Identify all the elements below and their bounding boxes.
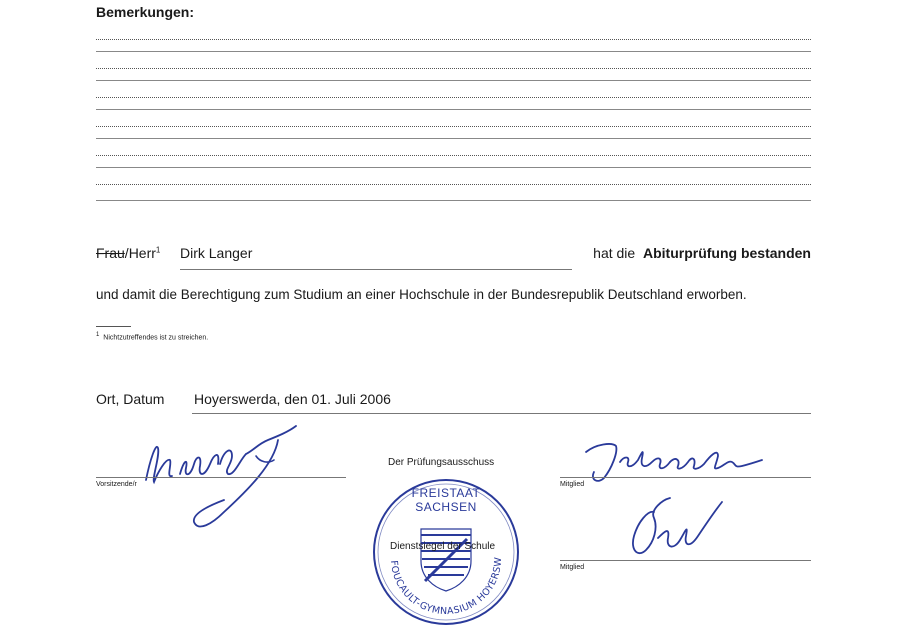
remarks-solid-line (96, 109, 811, 110)
candidate-row (96, 245, 811, 271)
result-prefix: hat die (593, 245, 636, 261)
member1-signature (572, 438, 772, 488)
chair-label: Vorsitzende/r (96, 481, 137, 488)
remarks-solid-line (96, 80, 811, 81)
remarks-dotted-line (96, 126, 811, 127)
seal-title-line2: SACHSEN (415, 500, 477, 514)
remarks-dotted-line (96, 155, 811, 156)
place-date-row (96, 391, 811, 415)
salutation (96, 245, 160, 261)
remarks-solid-line (96, 200, 811, 201)
candidate-name: Dirk Langer (180, 245, 253, 261)
member2-signature (618, 492, 728, 564)
footnote-rule (96, 326, 131, 327)
member2-label: Mitglied (560, 564, 585, 571)
member1-signature-line (560, 477, 811, 478)
remarks-solid-line (96, 167, 811, 168)
remarks-dotted-line (96, 184, 811, 185)
remarks-dotted-line (96, 39, 811, 40)
footnote-marker: 1 (155, 245, 161, 255)
remarks-solid-line (96, 138, 811, 139)
footnote-text: Nichtzutreffendes ist zu streichen. (103, 334, 209, 342)
chair-signature (128, 420, 328, 540)
chair-signature-line (96, 477, 346, 478)
candidate-name-field (180, 245, 572, 270)
place-date-value: Hoyerswerda, den 01. Juli 2006 (194, 391, 391, 407)
official-seal (371, 477, 521, 627)
place-date-label: Ort, Datum (96, 391, 165, 407)
result-bold: Abiturprüfung bestanden (643, 245, 811, 261)
saxony-coat-of-arms (421, 529, 471, 591)
salutation-selected: Herr (128, 245, 156, 261)
remarks-dotted-line (96, 68, 811, 69)
committee-label: Der Prüfungsausschuss (388, 457, 495, 468)
seal-ring-text: FOUCAULT-GYMNASIUM HOYERSW (387, 556, 505, 618)
remarks-heading: Bemerkungen: (96, 4, 195, 20)
member2-signature-line (560, 560, 811, 561)
member1-label: Mitglied (560, 481, 585, 488)
salutation-struck: Frau (96, 245, 125, 261)
entitlement-text: und damit die Berechtigung zum Studium an einer Hochschule in der Bundesrepublik Deutschland erworben. (96, 287, 747, 302)
place-date-field (192, 391, 811, 414)
footnote (96, 332, 208, 341)
remarks-dotted-line (96, 97, 811, 98)
exam-result (593, 245, 811, 261)
seal-caption: Dienstsiegel der Schule (390, 541, 496, 552)
remarks-solid-line (96, 51, 811, 52)
salutation-separator: / (124, 245, 129, 261)
footnote-number: 1 (96, 332, 100, 338)
seal-title-line1: FREISTAAT (411, 486, 481, 500)
